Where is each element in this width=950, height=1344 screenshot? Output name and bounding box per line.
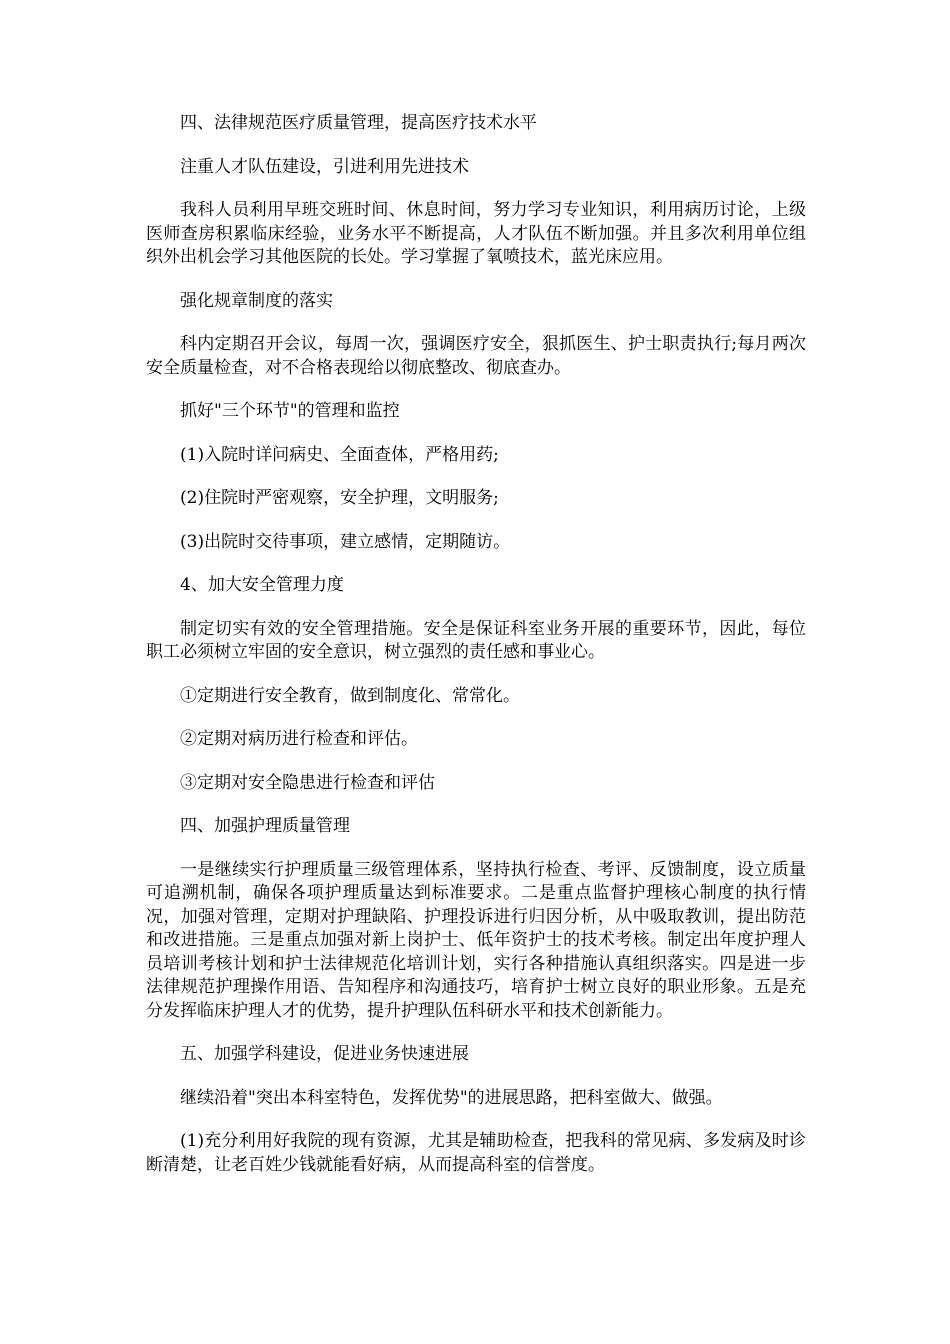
list-item: (3)出院时交待事项，建立感情，定期随访。	[180, 531, 511, 552]
list-item: ①定期进行安全教育，做到制度化、常常化。	[180, 685, 520, 706]
list-item: (1)充分利用好我院的现有资源，尤其是辅助检查，把我科的常见病、多发病及时诊断清楚，让老百姓少钱就能看好病，从而提高科室的信誉度。	[146, 1131, 806, 1175]
subheading: 注重人才队伍建设，引进利用先进技术	[180, 156, 469, 177]
body-paragraph: 科内定期召开会议，每周一次，强调医疗安全，狠抓医生、护士职责执行;每月两次安全质量检查，对不合格表现给以彻底整改、彻底查办。	[146, 334, 806, 378]
subheading: 4、加大安全管理力度	[180, 575, 344, 595]
section-heading: 四、加强护理质量管理	[180, 816, 350, 836]
body-paragraph: 制定切实有效的安全管理措施。安全是保证科室业务开展的重要环节，因此，每位职工必须树立牢固的安全意识，树立强烈的责任感和事业心。	[146, 618, 806, 662]
body-paragraph: 继续沿着"突出本科室特色，发挥优势"的进展思路，把科室做大、做强。	[180, 1087, 723, 1108]
subheading: 抓好"三个环节"的管理和监控	[180, 401, 400, 421]
section-heading: 四、法律规范医疗质量管理，提高医疗技术水平	[180, 113, 537, 133]
section-heading: 五、加强学科建设，促进业务快速进展	[180, 1044, 469, 1064]
body-paragraph: 一是继续实行护理质量三级管理体系，坚持执行检查、考评、反馈制度，设立质量可追溯机制，确保各项护理质量达到标准要求。二是重点监督护理核心制度的执行情况，加强对管理，定期对护理缺陷、护理投诉进行归因分析，从中吸取教训，提出防范和改进措施。三是重点加强对新上岗护士、低年资护士的技术考核。制定出年度护理人员培训考核计划和护士法律规范化培训计划，实行各种措施认真组织落实。四是进一步法律规范护理操作用语、告知程序和沟通技巧，培育护士树立良好的职业形象。五是充分发挥临床护理人才的优势，提升护理队伍科研水平和技术创新能力。	[146, 859, 806, 1021]
list-item: (1)入院时详问病史、全面查体，严格用药;	[180, 444, 499, 465]
list-item: ③定期对安全隐患进行检查和评估	[180, 772, 435, 793]
subheading: 强化规章制度的落实	[180, 290, 333, 311]
document-body	[146, 112, 806, 1197]
list-item: (2)住院时严密观察，安全护理，文明服务;	[180, 488, 499, 508]
list-item: ②定期对病历进行检查和评估。	[180, 729, 418, 749]
body-paragraph: 我科人员利用早班交班时间、休息时间，努力学习专业知识，利用病历讨论，上级医师查房积累临床经验，业务水平不断提高，人才队伍不断加强。并且多次利用单位组织外出机会学习其他医院的长处。学习掌握了氧喷技术，蓝光床应用。	[146, 200, 806, 267]
